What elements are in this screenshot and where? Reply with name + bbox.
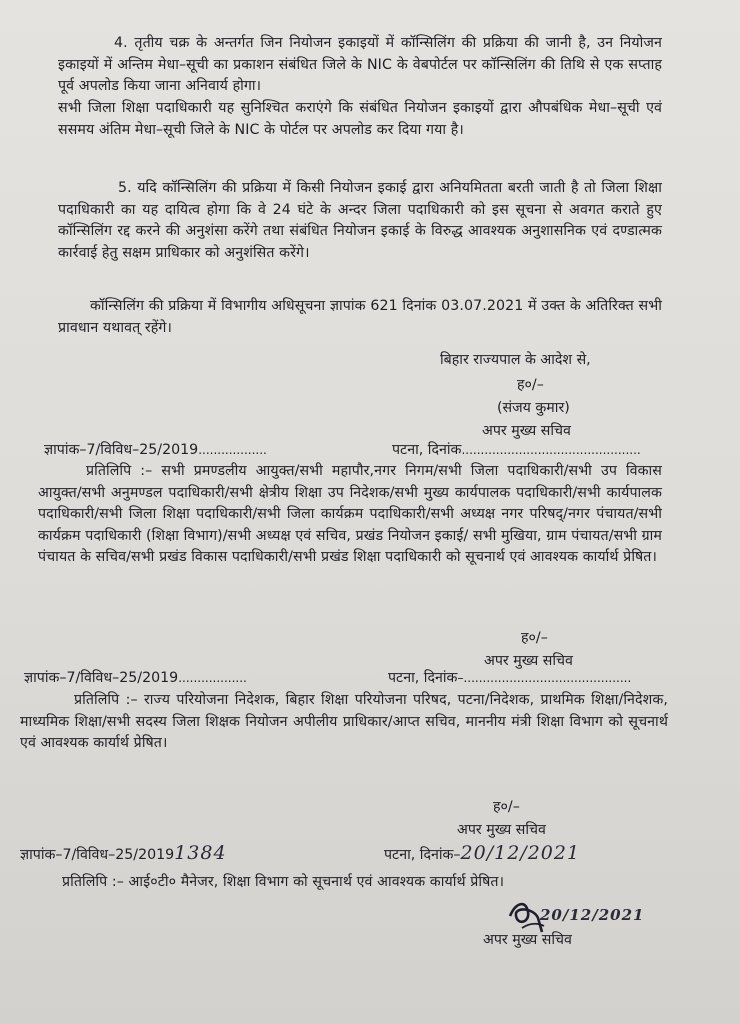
memo3-date-handwritten: 20/12/2021	[460, 842, 581, 864]
designation-3: अपर मुख्य सचिव	[457, 822, 546, 838]
signatory-name: (संजय कुमार)	[497, 400, 570, 416]
paragraph-4b: सभी जिला शिक्षा पदाधिकारी यह सुनिश्चित कराएंगे कि संबंधित नियोजन इकाइयों द्वारा औपबंधिक मेधा–सूची एवं ससमय अंतिम मेधा–सूची जिले के NIC के पोर्टल पर अपलोड कर दिया गया है।	[58, 100, 662, 138]
signed-mark: ह०/–	[517, 377, 544, 393]
memo1-place: पटना, दिनांक...............................................	[392, 442, 641, 458]
memo1-place-text: पटना, दिनांक	[392, 442, 462, 458]
paragraph-5: 5. यदि कॉन्सिलिंग की प्रक्रिया में किसी नियोजन इकाई द्वारा अनियमितता बरती जाती है तो जिला शिक्षा पदाधिकारी का यह दायित्व होगा कि वे 24 घंटे के अन्दर जिला पदाधिकारी को इस सूचना से अवगत कराते हुए कॉन्सिलिंग रद्द करने की अनुशंसा करेंगे तथा संबंधित नियोजन इकाई के विरुद्ध आवश्यक अनुशासनिक एवं दण्डात्मक कार्रवाई हेतु सक्षम प्राधिकार को अनुशंसित करेंगे।	[58, 180, 662, 261]
signed-mark-2: ह०/–	[521, 630, 548, 646]
memo3-ref-text: ज्ञापांक–7/विविध–25/2019	[20, 847, 175, 863]
memo1-ref: ज्ञापांक–7/विविध–25/2019..................	[44, 442, 267, 458]
paragraph-4a: 4. तृतीय चक्र के अन्तर्गत जिन नियोजन इकाइयों में कॉन्सिलिंग की प्रक्रिया की जानी है, उन नियोजन इकाइयों में अन्तिम मेधा–सूची का प्रकाशन संबंधित जिले के NIC के वेबपोर्टल पर कॉन्सिलिंग की तिथि से एक सप्ताह पूर्व अपलोड किया जाना अनिवार्य होगा।	[58, 35, 662, 94]
designation: अपर मुख्य सचिव	[482, 423, 571, 439]
memo2-copy: प्रतिलिपि :– राज्य परियोजना निदेशक, बिहार शिक्षा परियोजना परिषद, पटना/निदेशक, प्राथमिक शिक्षा/निदेशक, माध्यमिक शिक्षा/सभी सदस्य जिला शिक्षक नियोजन अपीलीय प्राधिकार/आप्त सचिव, माननीय मंत्री शिक्षा विभाग को सूचनार्थ एवं आवश्यक कार्यार्थ प्रेषित।	[20, 692, 668, 751]
memo1-copy: प्रतिलिपि :– सभी प्रमण्डलीय आयुक्त/सभी महापौर,नगर निगम/सभी जिला पदाधिकारी/सभी उप विकास आयुक्त/सभी अनुमण्डल पदाधिकारी/सभी क्षेत्रीय शिक्षा उप निदेशक/सभी मुख्य कार्यपालक पदाधिकारी/सभी कार्यपालक पदाधिकारी/सभी जिला शिक्षा पदाधिकारी/सभी जिला कार्यक्रम पदाधिकारी/सभी अध्यक्ष नगर परिषद्/नगर पंचायत/सभी कार्यक्रम पदाधिकारी (शिक्षा विभाग)/सभी अध्यक्ष एवं सचिव, प्रखंड नियोजन इकाई/ सभी मुखिया, ग्राम पंचायत/सभी ग्राम पंचायत के सचिव/सभी प्रखंड विकास पदाधिकारी/सभी प्रखंड शिक्षा पदाधिकारी को सूचनार्थ एवं आवश्यक कार्यार्थ प्रेषित।	[38, 463, 662, 565]
memo2-place: पटना, दिनांक–............................................	[388, 670, 632, 686]
designation-2: अपर मुख्य सचिव	[484, 653, 573, 669]
signature-date: 20/12/2021	[540, 906, 645, 924]
memo3-place	[384, 843, 580, 865]
memo2-ref: ज्ञापांक–7/विविध–25/2019..................	[24, 670, 247, 686]
memo2-ref-text: ज्ञापांक–7/विविध–25/2019	[24, 670, 179, 686]
memo3-place-text: पटना, दिनांक–	[384, 847, 461, 863]
memo3-copy: प्रतिलिपि :– आई०टी० मैनेजर, शिक्षा विभाग को सूचनार्थ एवं आवश्यक कार्यार्थ प्रेषित।	[62, 874, 505, 890]
memo3-ref	[20, 843, 227, 865]
designation-4: अपर मुख्य सचिव	[483, 932, 572, 948]
memo2-place-text: पटना, दिनांक	[388, 670, 458, 686]
signed-mark-3: ह०/–	[493, 799, 520, 815]
order-line: बिहार राज्यपाल के आदेश से,	[440, 352, 591, 368]
paragraph-general: कॉन्सिलिंग की प्रक्रिया में विभागीय अधिसूचना ज्ञापांक 621 दिनांक 03.07.2021 में उक्त के अतिरिक्त सभी प्रावधान यथावत् रहेंगे।	[58, 298, 662, 336]
memo1-ref-text: ज्ञापांक–7/विविध–25/2019	[44, 442, 199, 458]
memo3-number-handwritten: 1384	[174, 842, 227, 864]
